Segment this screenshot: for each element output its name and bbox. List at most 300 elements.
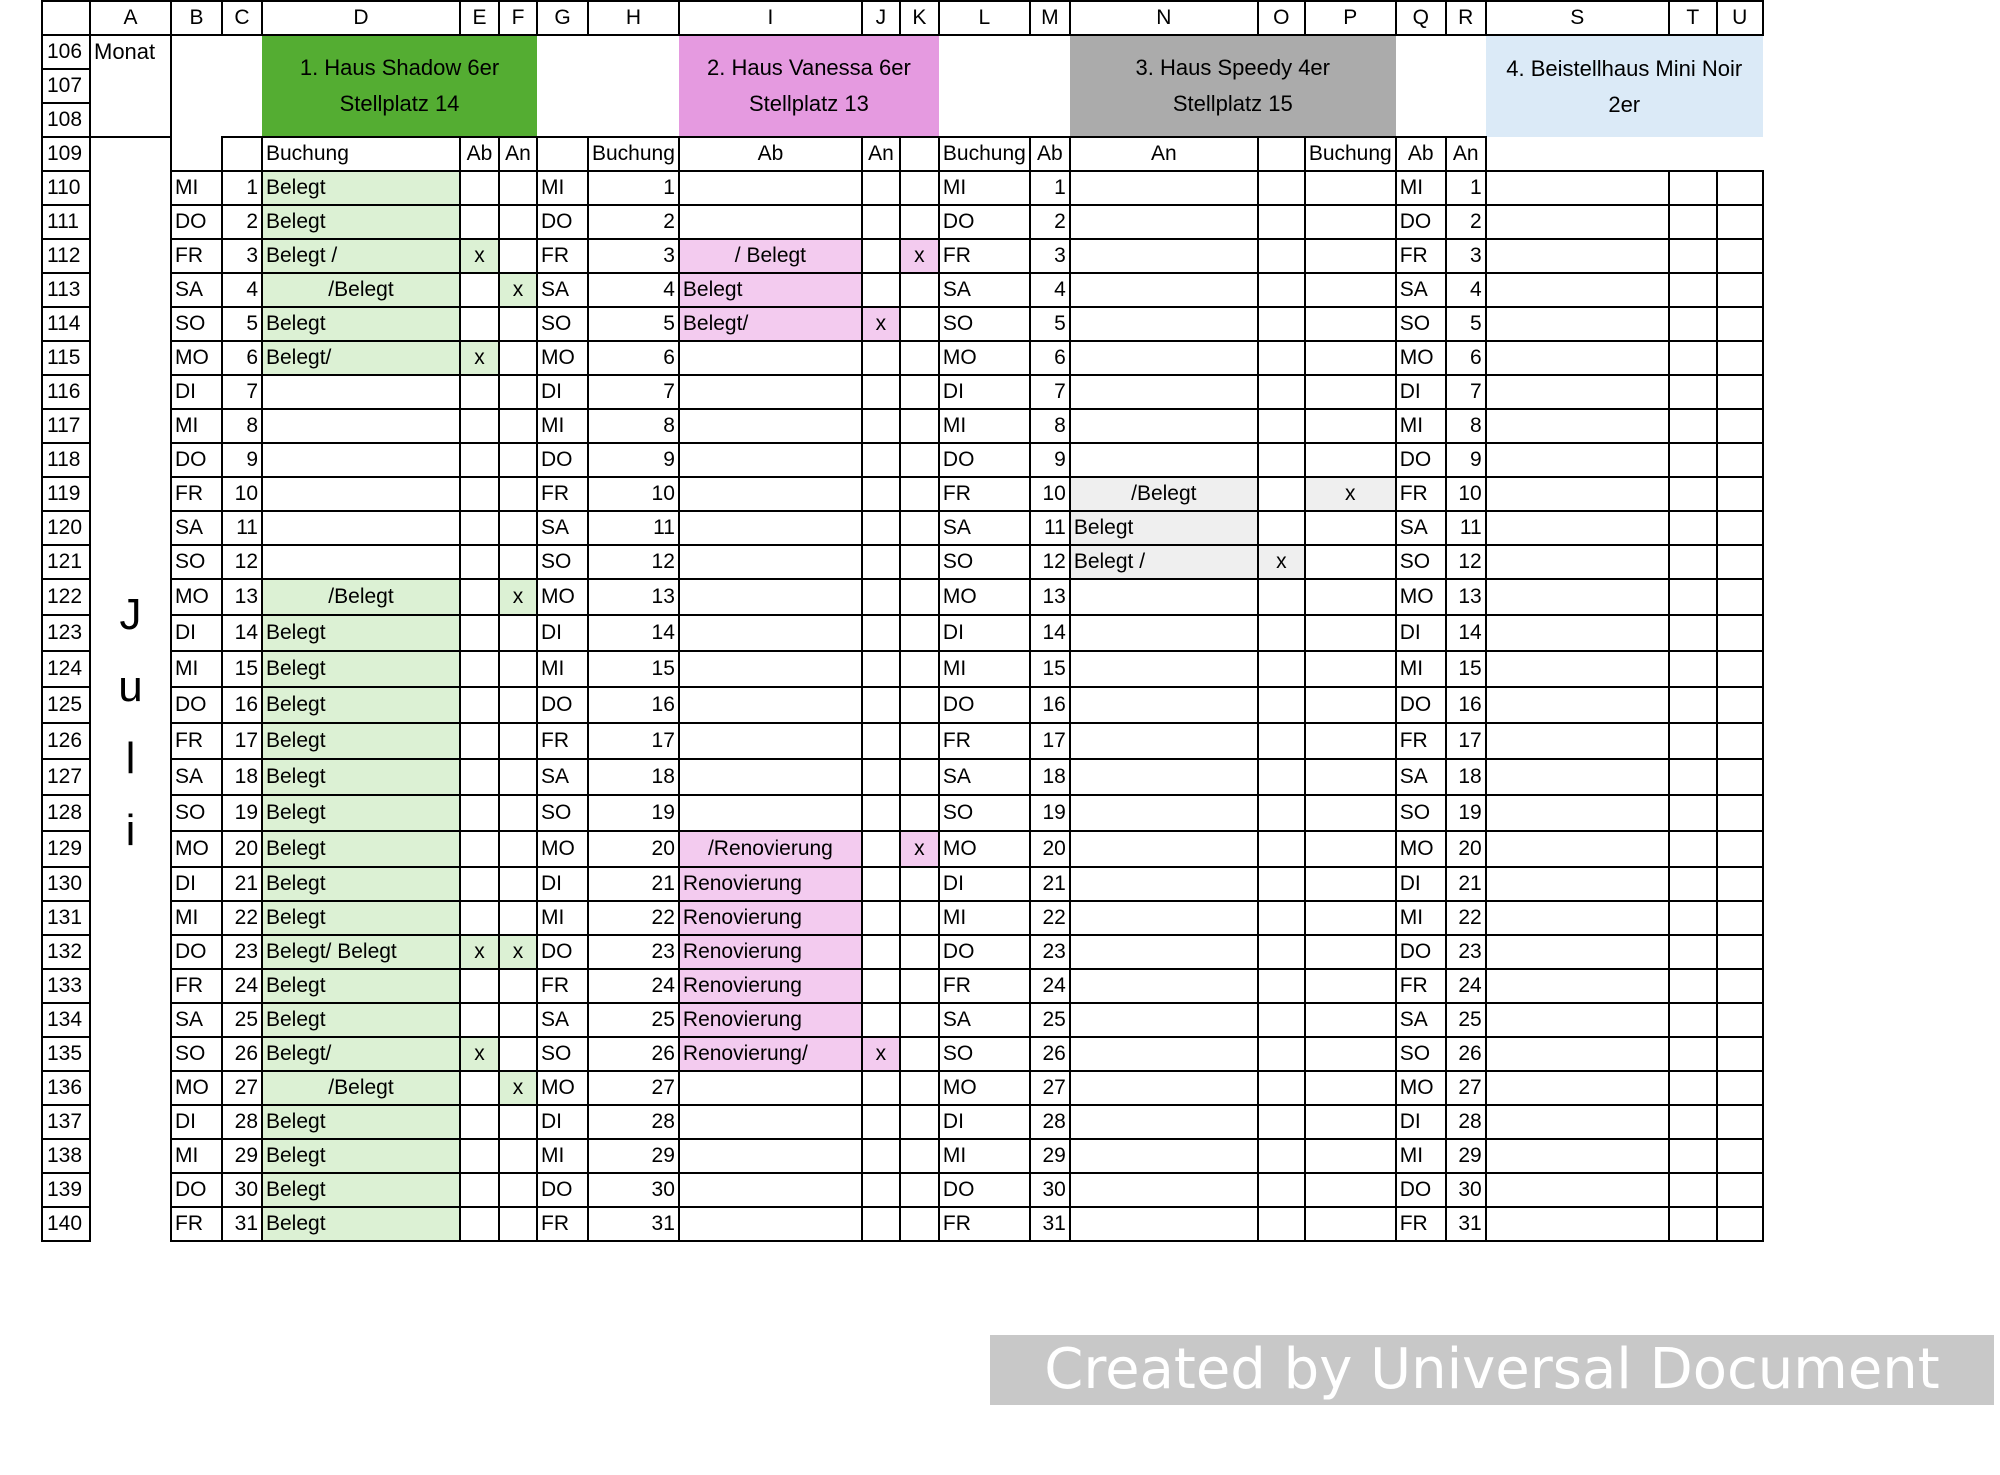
weekday-cell[interactable]: MO	[1396, 341, 1446, 375]
booking-cell[interactable]	[1486, 477, 1669, 511]
weekday-cell[interactable]: FR	[939, 969, 1030, 1003]
departure-cell[interactable]	[1258, 651, 1305, 687]
day-cell[interactable]: 3	[222, 239, 262, 273]
row-number[interactable]: 128	[42, 795, 90, 831]
weekday-cell[interactable]: DO	[171, 205, 222, 239]
arrival-cell[interactable]	[1717, 1207, 1763, 1241]
weekday-cell[interactable]: SA	[171, 1003, 222, 1037]
day-cell[interactable]: 18	[1446, 759, 1486, 795]
arrival-cell[interactable]	[1717, 687, 1763, 723]
departure-cell[interactable]	[1669, 935, 1717, 969]
day-cell[interactable]: 26	[222, 1037, 262, 1071]
booking-cell[interactable]: Renovierung	[679, 1003, 862, 1037]
row-number[interactable]: 113	[42, 273, 90, 307]
weekday-cell[interactable]: DO	[537, 687, 588, 723]
column-header[interactable]: C	[222, 1, 262, 35]
day-cell[interactable]: 6	[222, 341, 262, 375]
departure-cell[interactable]	[1258, 1037, 1305, 1071]
day-cell[interactable]: 17	[222, 723, 262, 759]
booking-cell[interactable]: Belegt	[262, 867, 460, 901]
booking-cell[interactable]	[1070, 969, 1258, 1003]
arrival-cell[interactable]	[1717, 831, 1763, 867]
departure-cell[interactable]	[862, 687, 900, 723]
booking-cell[interactable]	[679, 1105, 862, 1139]
departure-cell[interactable]	[460, 205, 499, 239]
day-cell[interactable]: 8	[588, 409, 679, 443]
departure-cell[interactable]: x	[862, 1037, 900, 1071]
departure-cell[interactable]	[862, 651, 900, 687]
booking-cell[interactable]	[679, 795, 862, 831]
departure-cell[interactable]	[460, 443, 499, 477]
arrival-cell[interactable]	[499, 1037, 537, 1071]
day-cell[interactable]: 8	[1446, 409, 1486, 443]
booking-cell[interactable]: Belegt/	[262, 1037, 460, 1071]
weekday-cell[interactable]: DI	[171, 615, 222, 651]
departure-cell[interactable]	[1669, 723, 1717, 759]
departure-cell[interactable]: x	[460, 239, 499, 273]
arrival-cell[interactable]	[1717, 867, 1763, 901]
booking-cell[interactable]	[1486, 935, 1669, 969]
departure-cell[interactable]	[862, 615, 900, 651]
row-number[interactable]: 130	[42, 867, 90, 901]
booking-cell[interactable]	[679, 375, 862, 409]
day-cell[interactable]: 26	[588, 1037, 679, 1071]
arrival-cell[interactable]	[900, 1139, 939, 1173]
day-cell[interactable]: 15	[1030, 651, 1070, 687]
booking-cell[interactable]	[679, 545, 862, 579]
day-cell[interactable]: 21	[1030, 867, 1070, 901]
departure-cell[interactable]	[1669, 1207, 1717, 1241]
weekday-cell[interactable]: SA	[1396, 1003, 1446, 1037]
row-number[interactable]: 132	[42, 935, 90, 969]
day-cell[interactable]: 29	[588, 1139, 679, 1173]
booking-cell[interactable]	[1070, 615, 1258, 651]
booking-cell[interactable]	[1070, 1037, 1258, 1071]
departure-cell[interactable]	[460, 307, 499, 341]
weekday-cell[interactable]: DO	[939, 1173, 1030, 1207]
day-cell[interactable]: 17	[1030, 723, 1070, 759]
day-cell[interactable]: 24	[588, 969, 679, 1003]
arrival-cell[interactable]: x	[900, 239, 939, 273]
arrival-cell[interactable]	[1305, 273, 1396, 307]
row-number[interactable]: 126	[42, 723, 90, 759]
day-cell[interactable]: 25	[222, 1003, 262, 1037]
arrival-cell[interactable]	[1305, 969, 1396, 1003]
departure-cell[interactable]	[1669, 511, 1717, 545]
departure-cell[interactable]	[460, 579, 499, 615]
booking-cell[interactable]	[679, 615, 862, 651]
row-number[interactable]: 107	[42, 69, 90, 103]
column-header[interactable]: F	[499, 1, 537, 35]
departure-cell[interactable]	[1669, 477, 1717, 511]
day-cell[interactable]: 29	[1446, 1139, 1486, 1173]
day-cell[interactable]: 23	[1446, 935, 1486, 969]
booking-cell[interactable]	[1070, 1003, 1258, 1037]
booking-cell[interactable]: /Belegt	[262, 579, 460, 615]
arrival-cell[interactable]	[900, 759, 939, 795]
arrival-cell[interactable]	[1305, 375, 1396, 409]
weekday-cell[interactable]: MI	[939, 1139, 1030, 1173]
day-cell[interactable]: 20	[1446, 831, 1486, 867]
weekday-cell[interactable]: FR	[171, 239, 222, 273]
arrival-cell[interactable]	[1305, 205, 1396, 239]
departure-cell[interactable]	[862, 1003, 900, 1037]
arrival-cell[interactable]	[900, 409, 939, 443]
weekday-cell[interactable]: DO	[939, 205, 1030, 239]
booking-cell[interactable]: Belegt	[262, 1207, 460, 1241]
arrival-cell[interactable]	[1305, 651, 1396, 687]
day-cell[interactable]: 10	[222, 477, 262, 511]
arrival-cell[interactable]	[1305, 615, 1396, 651]
column-header[interactable]: H	[588, 1, 679, 35]
booking-cell[interactable]	[1486, 615, 1669, 651]
weekday-cell[interactable]: MI	[537, 409, 588, 443]
departure-cell[interactable]	[460, 969, 499, 1003]
departure-cell[interactable]	[1669, 687, 1717, 723]
booking-cell[interactable]	[1486, 1105, 1669, 1139]
arrival-cell[interactable]	[1717, 1105, 1763, 1139]
departure-cell[interactable]	[1258, 273, 1305, 307]
booking-cell[interactable]	[1486, 1037, 1669, 1071]
day-cell[interactable]: 31	[222, 1207, 262, 1241]
departure-cell[interactable]	[460, 651, 499, 687]
day-cell[interactable]: 31	[1446, 1207, 1486, 1241]
arrival-cell[interactable]	[1305, 1139, 1396, 1173]
row-number[interactable]: 116	[42, 375, 90, 409]
booking-cell[interactable]	[262, 409, 460, 443]
booking-cell[interactable]	[1486, 273, 1669, 307]
weekday-cell[interactable]: DO	[939, 687, 1030, 723]
weekday-cell[interactable]: FR	[939, 723, 1030, 759]
row-number[interactable]: 118	[42, 443, 90, 477]
arrival-cell[interactable]	[900, 511, 939, 545]
departure-cell[interactable]	[1258, 1003, 1305, 1037]
booking-cell[interactable]	[1486, 443, 1669, 477]
day-cell[interactable]: 24	[222, 969, 262, 1003]
departure-cell[interactable]	[862, 723, 900, 759]
arrival-cell[interactable]	[1305, 443, 1396, 477]
booking-cell[interactable]: /Renovierung	[679, 831, 862, 867]
departure-cell[interactable]	[1669, 443, 1717, 477]
row-number[interactable]: 127	[42, 759, 90, 795]
row-number[interactable]: 140	[42, 1207, 90, 1241]
weekday-cell[interactable]: SO	[171, 795, 222, 831]
row-number[interactable]: 120	[42, 511, 90, 545]
weekday-cell[interactable]: DI	[939, 375, 1030, 409]
weekday-cell[interactable]: DI	[171, 1105, 222, 1139]
column-header[interactable]: I	[679, 1, 862, 35]
booking-cell[interactable]: Belegt	[262, 687, 460, 723]
departure-cell[interactable]	[460, 687, 499, 723]
day-cell[interactable]: 27	[1030, 1071, 1070, 1105]
weekday-cell[interactable]: MI	[1396, 409, 1446, 443]
arrival-cell[interactable]	[1305, 1105, 1396, 1139]
arrival-cell[interactable]	[499, 477, 537, 511]
booking-cell[interactable]: Belegt	[262, 901, 460, 935]
departure-cell[interactable]	[1669, 1037, 1717, 1071]
departure-cell[interactable]	[1669, 579, 1717, 615]
booking-cell[interactable]	[1070, 307, 1258, 341]
day-cell[interactable]: 26	[1446, 1037, 1486, 1071]
booking-cell[interactable]: Belegt	[262, 969, 460, 1003]
row-number[interactable]: 124	[42, 651, 90, 687]
day-cell[interactable]: 30	[222, 1173, 262, 1207]
day-cell[interactable]: 17	[1446, 723, 1486, 759]
weekday-cell[interactable]: SO	[1396, 545, 1446, 579]
arrival-cell[interactable]	[499, 307, 537, 341]
column-header[interactable]: N	[1070, 1, 1258, 35]
arrival-cell[interactable]	[1717, 239, 1763, 273]
weekday-cell[interactable]: SO	[171, 545, 222, 579]
weekday-cell[interactable]: SO	[939, 307, 1030, 341]
booking-cell[interactable]	[262, 375, 460, 409]
booking-cell[interactable]: Belegt	[262, 1105, 460, 1139]
departure-cell[interactable]	[1669, 759, 1717, 795]
arrival-cell[interactable]	[1717, 795, 1763, 831]
arrival-cell[interactable]	[1717, 615, 1763, 651]
arrival-cell[interactable]	[1717, 307, 1763, 341]
column-header[interactable]: B	[171, 1, 222, 35]
day-cell[interactable]: 25	[1030, 1003, 1070, 1037]
departure-cell[interactable]	[1258, 511, 1305, 545]
departure-cell[interactable]	[460, 901, 499, 935]
booking-cell[interactable]	[1070, 443, 1258, 477]
arrival-cell[interactable]	[900, 205, 939, 239]
column-header[interactable]: P	[1305, 1, 1396, 35]
day-cell[interactable]: 4	[1030, 273, 1070, 307]
day-cell[interactable]: 22	[1446, 901, 1486, 935]
column-header[interactable]: K	[900, 1, 939, 35]
arrival-cell[interactable]	[1305, 341, 1396, 375]
weekday-cell[interactable]: DO	[171, 687, 222, 723]
weekday-cell[interactable]: MI	[1396, 171, 1446, 205]
booking-cell[interactable]	[1486, 1139, 1669, 1173]
day-cell[interactable]: 19	[1030, 795, 1070, 831]
departure-cell[interactable]	[1258, 795, 1305, 831]
arrival-cell[interactable]	[1305, 1207, 1396, 1241]
weekday-cell[interactable]: FR	[537, 477, 588, 511]
booking-cell[interactable]: Belegt	[262, 307, 460, 341]
day-cell[interactable]: 7	[1446, 375, 1486, 409]
arrival-cell[interactable]	[900, 687, 939, 723]
booking-cell[interactable]	[679, 1207, 862, 1241]
weekday-cell[interactable]: FR	[537, 1207, 588, 1241]
day-cell[interactable]: 11	[1446, 511, 1486, 545]
arrival-cell[interactable]	[1305, 511, 1396, 545]
column-header[interactable]: S	[1486, 1, 1669, 35]
weekday-cell[interactable]: DO	[1396, 935, 1446, 969]
booking-cell[interactable]	[1070, 1207, 1258, 1241]
day-cell[interactable]: 20	[222, 831, 262, 867]
weekday-cell[interactable]: DO	[939, 935, 1030, 969]
arrival-cell[interactable]	[900, 1037, 939, 1071]
weekday-cell[interactable]: MO	[939, 341, 1030, 375]
day-cell[interactable]: 28	[1446, 1105, 1486, 1139]
departure-cell[interactable]	[862, 831, 900, 867]
booking-cell[interactable]	[1070, 1139, 1258, 1173]
booking-cell[interactable]	[1486, 831, 1669, 867]
departure-cell[interactable]	[460, 273, 499, 307]
booking-cell[interactable]	[1070, 901, 1258, 935]
day-cell[interactable]: 16	[588, 687, 679, 723]
arrival-cell[interactable]	[1717, 969, 1763, 1003]
day-cell[interactable]: 21	[1446, 867, 1486, 901]
day-cell[interactable]: 12	[222, 545, 262, 579]
departure-cell[interactable]	[460, 831, 499, 867]
departure-cell[interactable]	[862, 171, 900, 205]
booking-cell[interactable]: Renovierung/	[679, 1037, 862, 1071]
booking-cell[interactable]	[1070, 651, 1258, 687]
row-number[interactable]: 106	[42, 35, 90, 69]
row-number[interactable]: 115	[42, 341, 90, 375]
arrival-cell[interactable]	[1717, 511, 1763, 545]
weekday-cell[interactable]: DO	[1396, 687, 1446, 723]
booking-cell[interactable]	[1486, 651, 1669, 687]
departure-cell[interactable]	[1669, 651, 1717, 687]
departure-cell[interactable]	[1258, 307, 1305, 341]
weekday-cell[interactable]: FR	[939, 1207, 1030, 1241]
column-header[interactable]: Q	[1396, 1, 1446, 35]
weekday-cell[interactable]: DO	[537, 443, 588, 477]
weekday-cell[interactable]: SA	[939, 511, 1030, 545]
day-cell[interactable]: 24	[1446, 969, 1486, 1003]
day-cell[interactable]: 22	[222, 901, 262, 935]
weekday-cell[interactable]: SO	[537, 1037, 588, 1071]
arrival-cell[interactable]	[1717, 341, 1763, 375]
booking-cell[interactable]	[1486, 795, 1669, 831]
departure-cell[interactable]	[862, 511, 900, 545]
day-cell[interactable]: 2	[1030, 205, 1070, 239]
arrival-cell[interactable]	[900, 935, 939, 969]
arrival-cell[interactable]	[499, 1173, 537, 1207]
booking-cell[interactable]: /Belegt	[1070, 477, 1258, 511]
weekday-cell[interactable]: DO	[1396, 1173, 1446, 1207]
day-cell[interactable]: 25	[588, 1003, 679, 1037]
day-cell[interactable]: 15	[588, 651, 679, 687]
day-cell[interactable]: 28	[588, 1105, 679, 1139]
arrival-cell[interactable]: x	[499, 579, 537, 615]
weekday-cell[interactable]: DI	[1396, 615, 1446, 651]
arrival-cell[interactable]	[1717, 935, 1763, 969]
day-cell[interactable]: 30	[1446, 1173, 1486, 1207]
departure-cell[interactable]	[862, 1139, 900, 1173]
weekday-cell[interactable]: SO	[1396, 1037, 1446, 1071]
weekday-cell[interactable]: MO	[537, 341, 588, 375]
weekday-cell[interactable]: DI	[537, 1105, 588, 1139]
arrival-cell[interactable]	[900, 545, 939, 579]
arrival-cell[interactable]	[1305, 1071, 1396, 1105]
arrival-cell[interactable]	[1305, 723, 1396, 759]
departure-cell[interactable]: x	[460, 935, 499, 969]
arrival-cell[interactable]	[900, 375, 939, 409]
arrival-cell[interactable]	[1717, 477, 1763, 511]
booking-cell[interactable]	[1486, 205, 1669, 239]
weekday-cell[interactable]: MO	[171, 579, 222, 615]
departure-cell[interactable]	[1669, 969, 1717, 1003]
departure-cell[interactable]	[862, 935, 900, 969]
departure-cell[interactable]	[1258, 759, 1305, 795]
weekday-cell[interactable]: DI	[939, 867, 1030, 901]
booking-cell[interactable]	[679, 511, 862, 545]
day-cell[interactable]: 6	[1030, 341, 1070, 375]
booking-cell[interactable]	[1486, 579, 1669, 615]
arrival-cell[interactable]	[900, 723, 939, 759]
weekday-cell[interactable]: DO	[1396, 205, 1446, 239]
column-header[interactable]: L	[939, 1, 1030, 35]
weekday-cell[interactable]: DI	[171, 867, 222, 901]
column-header[interactable]: E	[460, 1, 499, 35]
booking-cell[interactable]	[1070, 867, 1258, 901]
weekday-cell[interactable]: SA	[537, 759, 588, 795]
row-number[interactable]: 139	[42, 1173, 90, 1207]
departure-cell[interactable]	[1669, 171, 1717, 205]
arrival-cell[interactable]	[900, 969, 939, 1003]
departure-cell[interactable]	[1669, 901, 1717, 935]
arrival-cell[interactable]: x	[499, 935, 537, 969]
booking-cell[interactable]: Renovierung	[679, 901, 862, 935]
booking-cell[interactable]	[1070, 375, 1258, 409]
arrival-cell[interactable]	[900, 341, 939, 375]
arrival-cell[interactable]	[1717, 1173, 1763, 1207]
weekday-cell[interactable]: FR	[537, 239, 588, 273]
departure-cell[interactable]	[1669, 867, 1717, 901]
booking-cell[interactable]	[679, 1173, 862, 1207]
booking-cell[interactable]	[1070, 171, 1258, 205]
day-cell[interactable]: 14	[222, 615, 262, 651]
booking-cell[interactable]: Belegt/	[262, 341, 460, 375]
day-cell[interactable]: 9	[1030, 443, 1070, 477]
day-cell[interactable]: 4	[1446, 273, 1486, 307]
day-cell[interactable]: 9	[222, 443, 262, 477]
booking-cell[interactable]	[679, 579, 862, 615]
arrival-cell[interactable]	[499, 205, 537, 239]
departure-cell[interactable]	[1258, 1173, 1305, 1207]
booking-cell[interactable]	[1486, 171, 1669, 205]
weekday-cell[interactable]: MI	[537, 901, 588, 935]
departure-cell[interactable]	[1669, 1105, 1717, 1139]
weekday-cell[interactable]: FR	[1396, 969, 1446, 1003]
arrival-cell[interactable]	[1305, 901, 1396, 935]
day-cell[interactable]: 13	[1446, 579, 1486, 615]
day-cell[interactable]: 17	[588, 723, 679, 759]
weekday-cell[interactable]: FR	[1396, 239, 1446, 273]
weekday-cell[interactable]: DI	[939, 1105, 1030, 1139]
day-cell[interactable]: 2	[588, 205, 679, 239]
arrival-cell[interactable]	[499, 831, 537, 867]
arrival-cell[interactable]	[499, 1003, 537, 1037]
booking-cell[interactable]	[679, 759, 862, 795]
weekday-cell[interactable]: MI	[1396, 901, 1446, 935]
booking-cell[interactable]	[1486, 759, 1669, 795]
row-number[interactable]: 119	[42, 477, 90, 511]
departure-cell[interactable]	[460, 545, 499, 579]
departure-cell[interactable]: x	[1258, 545, 1305, 579]
booking-cell[interactable]	[262, 511, 460, 545]
column-header[interactable]: R	[1446, 1, 1486, 35]
departure-cell[interactable]	[862, 545, 900, 579]
arrival-cell[interactable]	[1305, 935, 1396, 969]
weekday-cell[interactable]: SA	[171, 511, 222, 545]
booking-cell[interactable]	[679, 205, 862, 239]
row-number[interactable]: 108	[42, 103, 90, 137]
arrival-cell[interactable]	[499, 795, 537, 831]
weekday-cell[interactable]: DO	[537, 205, 588, 239]
day-cell[interactable]: 18	[588, 759, 679, 795]
weekday-cell[interactable]: FR	[171, 1207, 222, 1241]
booking-cell[interactable]: Belegt	[679, 273, 862, 307]
day-cell[interactable]: 5	[1446, 307, 1486, 341]
day-cell[interactable]: 4	[588, 273, 679, 307]
